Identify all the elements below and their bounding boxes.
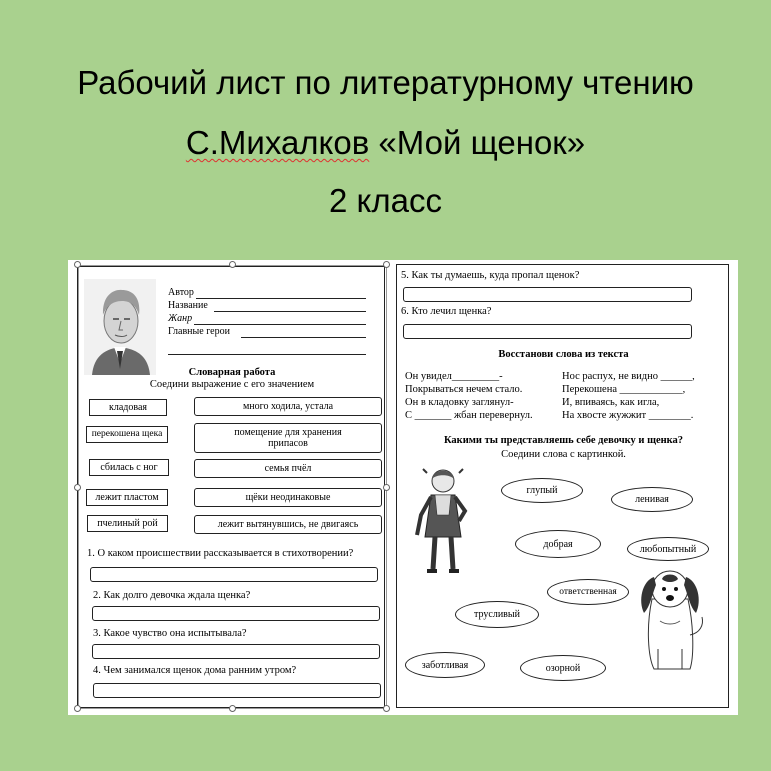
restore-line-right: Перекошена ____________,: [562, 384, 686, 395]
restore-line-left: С _______ жбан перевернул.: [405, 410, 533, 421]
imagine-title: Какими ты представляешь себе девочку и щенка?: [443, 435, 684, 446]
adjective-oval[interactable]: добрая: [515, 530, 601, 558]
puppy-illustration: [630, 565, 710, 675]
restore-line-right: И, впиваясь, как игла,: [562, 397, 660, 408]
imagine-subtitle: Соедини слова с картинкой.: [501, 449, 626, 460]
resize-handle[interactable]: [229, 261, 236, 268]
title-field-line: [214, 311, 366, 312]
vocab-subtitle: Соедини выражение с его значением: [149, 379, 315, 390]
restore-line-left: Покрываться нечем стало.: [405, 384, 523, 395]
extra-field-line: [168, 354, 366, 355]
question-4: 4. Чем занимался щенок дома ранним утром?: [93, 665, 297, 676]
question-3: 3. Какое чувство она испытывала?: [93, 628, 247, 639]
girl-illustration: [413, 465, 473, 585]
slide-title-line-1: Рабочий лист по литературному чтению: [77, 64, 694, 101]
author-field-line: [196, 298, 366, 299]
resize-handle[interactable]: [74, 484, 81, 491]
resize-handle[interactable]: [383, 484, 390, 491]
worksheet-left-page: [77, 266, 385, 708]
restore-line-left: Он увидел_________-: [405, 371, 503, 382]
adjective-oval[interactable]: заботливая: [405, 652, 485, 678]
question-6: 6. Кто лечил щенка?: [401, 306, 492, 317]
slide-title-line-2: [0, 126, 771, 159]
answer-field-6[interactable]: [403, 324, 692, 339]
question-1: 1. О каком происшествии рассказывается в стихотворении?: [87, 548, 354, 559]
worksheet-right-page: [396, 264, 729, 708]
word-box[interactable]: лежит пластом: [86, 489, 168, 506]
meaning-box[interactable]: лежит вытянувшись, не двигаясь: [194, 515, 382, 534]
resize-handle[interactable]: [74, 705, 81, 712]
title-field-label: Название: [168, 300, 208, 311]
resize-handle[interactable]: [229, 705, 236, 712]
worksheet-image[interactable]: [68, 260, 738, 715]
adjective-oval[interactable]: трусливый: [455, 601, 539, 628]
author-name: С.Михалков: [185, 124, 370, 161]
meaning-box[interactable]: семья пчёл: [194, 459, 382, 478]
adjective-oval[interactable]: глупый: [501, 478, 583, 503]
genre-field-line: [194, 324, 366, 325]
answer-field-4[interactable]: [93, 683, 381, 698]
slide-title-line-3: 2 класс: [329, 182, 442, 219]
vocab-title: Словарная работа: [188, 367, 276, 378]
question-5: 5. Как ты думаешь, куда пропал щенок?: [401, 270, 580, 281]
restore-title: Восстанови слова из текста: [498, 349, 629, 360]
word-box[interactable]: сбилась с ног: [89, 459, 169, 476]
question-2: 2. Как долго девочка ждала щенка?: [93, 590, 251, 601]
resize-handle[interactable]: [383, 261, 390, 268]
restore-line-left: Он в кладовку заглянул-: [405, 397, 514, 408]
genre-field-label: Жанр: [168, 313, 193, 324]
word-box[interactable]: кладовая: [89, 399, 167, 416]
answer-field-5[interactable]: [403, 287, 692, 302]
poem-title: «Мой щенок»: [369, 124, 586, 161]
meaning-box[interactable]: щёки неодинаковые: [194, 488, 382, 507]
adjective-oval[interactable]: любопытный: [627, 537, 709, 561]
adjective-oval[interactable]: ответственная: [547, 579, 629, 605]
adjective-oval[interactable]: ленивая: [611, 487, 693, 512]
answer-field-3[interactable]: [92, 644, 380, 659]
word-box[interactable]: пчелиный рой: [87, 515, 168, 532]
restore-line-right: Нос распух, не видно ______,: [562, 371, 695, 382]
word-box[interactable]: перекошена щека: [86, 426, 168, 443]
author-field-label: Автор: [168, 287, 194, 298]
meaning-box[interactable]: помещение для хранения припасов: [194, 423, 382, 453]
meaning-box[interactable]: много ходила, устала: [194, 397, 382, 416]
answer-field-1[interactable]: [90, 567, 378, 582]
resize-handle[interactable]: [74, 261, 81, 268]
resize-handle[interactable]: [383, 705, 390, 712]
adjective-oval[interactable]: озорной: [520, 655, 606, 681]
answer-field-2[interactable]: [92, 606, 380, 621]
author-portrait: [84, 279, 156, 375]
restore-line-right: На хвосте жужжит ________.: [562, 410, 694, 421]
heroes-field-label: Главные герои: [168, 326, 230, 337]
heroes-field-line: [241, 337, 366, 338]
